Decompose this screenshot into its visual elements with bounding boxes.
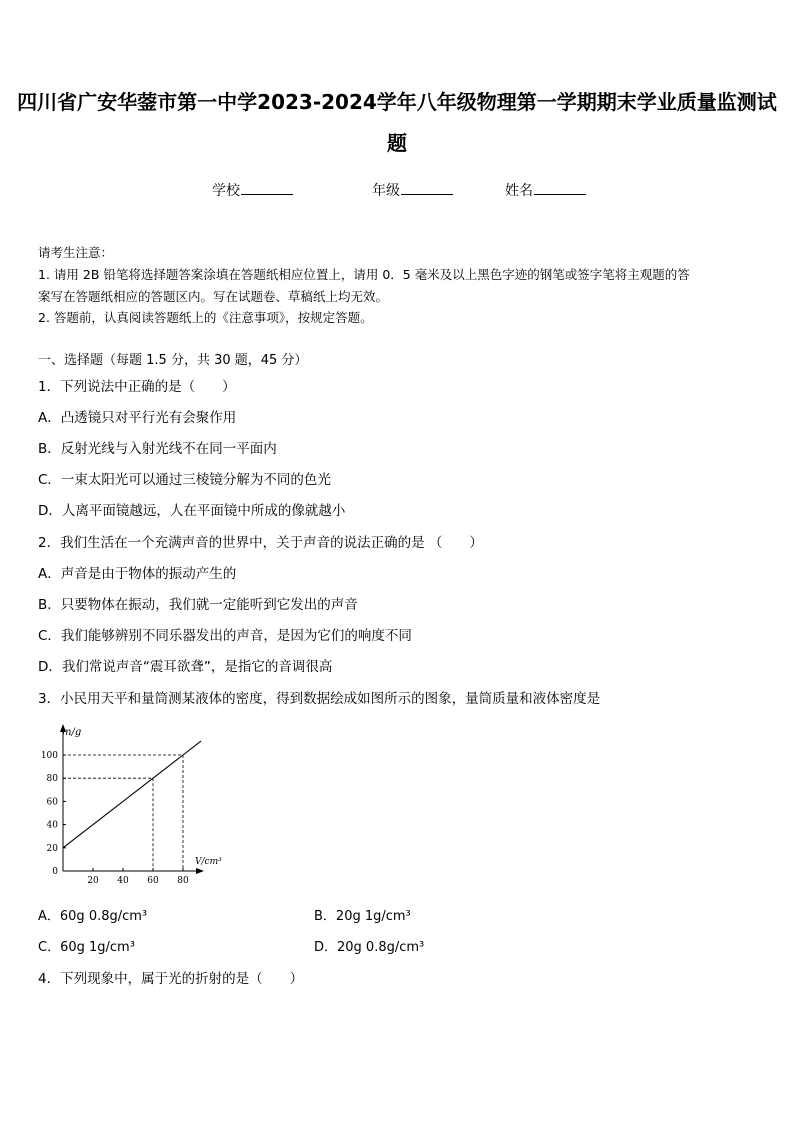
data-line <box>63 741 201 848</box>
section-title: 一、选择题（每题 1.5 分，共 30 题，45 分） <box>38 353 308 368</box>
name-field <box>505 180 586 200</box>
x-axis-arrow <box>196 868 204 874</box>
question-2-option-d[interactable]: D．我们常说声音“震耳欲聋”，是指它的音调很高 <box>38 659 333 675</box>
chart-series <box>63 741 201 848</box>
page-title: 四川省广安华蓥市第一中学2023-2024学年八年级物理第一学期期末学业质量监测试 <box>17 90 777 114</box>
question-3-option-d[interactable]: D．20g 0.8g/cm³ <box>314 940 425 955</box>
page-title-continued: 题 <box>387 131 407 155</box>
notice-title: 请考生注意： <box>38 245 114 260</box>
question-3-option-b[interactable]: B．20g 1g/cm³ <box>314 909 411 924</box>
x-tick-label: 60 <box>147 876 159 886</box>
school-label: 学校 <box>212 183 240 199</box>
y-tick-label: 20 <box>46 843 58 854</box>
notice-item-2: 2. 答题前，认真阅读答题纸上的《注意事项》，按规定答题。 <box>38 310 373 325</box>
grade-blank[interactable] <box>401 180 453 195</box>
y-tick-label: 40 <box>46 820 58 831</box>
question-4-stem: 4．下列现象中，属于光的折射的是（ ） <box>38 971 304 987</box>
question-1-option-a[interactable]: A．凸透镜只对平行光有会聚作用 <box>38 410 237 426</box>
school-field <box>212 180 293 200</box>
mass-volume-chart <box>30 718 230 888</box>
chart-axes <box>60 724 204 874</box>
name-blank[interactable] <box>534 180 586 195</box>
y-tick-label: 100 <box>40 751 58 761</box>
question-2-option-a[interactable]: A．声音是由于物体的振动产生的 <box>38 566 237 582</box>
question-2-option-c[interactable]: C．我们能够辨别不同乐器发出的声音，是因为它们的响度不同 <box>38 628 412 644</box>
question-2-option-b[interactable]: B．只要物体在振动，我们就一定能听到它发出的声音 <box>38 597 358 613</box>
question-3-stem: 3．小民用天平和量筒测某液体的密度，得到数据绘成如图所示的图象，量筒质量和液体密度是 <box>38 691 601 707</box>
x-axis-label: V/cm³ <box>195 857 222 867</box>
question-2-stem: 2．我们生活在一个充满声音的世界中，关于声音的说法正确的是 （ ） <box>38 535 483 551</box>
y-tick-label: 0 <box>52 867 58 877</box>
question-1-stem: 1．下列说法中正确的是（ ） <box>38 379 236 395</box>
name-label: 姓名 <box>505 183 533 199</box>
grade-field <box>372 180 453 200</box>
notice-item-1: 1. 请用 2B 铅笔将选择题答案涂填在答题纸相应位置上，请用 0．5 毫米及以上黑色字迹的钢笔或签字笔将主观题的答 <box>38 267 690 282</box>
notice-item-1-cont: 案写在答题纸相应的答题区内。写在试题卷、草稿纸上均无效。 <box>38 289 389 304</box>
x-tick-label: 40 <box>117 876 129 886</box>
y-tick-label: 60 <box>46 797 58 808</box>
x-tick-label: 80 <box>177 876 189 886</box>
chart-guides <box>63 755 183 871</box>
x-tick-label: 20 <box>87 876 99 886</box>
question-3-option-c[interactable]: C．60g 1g/cm³ <box>38 940 135 955</box>
school-blank[interactable] <box>241 180 293 195</box>
question-1-option-c[interactable]: C．一束太阳光可以通过三棱镜分解为不同的色光 <box>38 472 331 488</box>
grade-label: 年级 <box>372 183 400 199</box>
y-axis-label: m/g <box>62 727 82 738</box>
question-1-option-d[interactable]: D．人离平面镜越远，人在平面镜中所成的像就越小 <box>38 503 346 519</box>
y-tick-label: 80 <box>46 774 58 785</box>
question-1-option-b[interactable]: B．反射光线与入射光线不在同一平面内 <box>38 441 277 457</box>
question-3-option-a[interactable]: A．60g 0.8g/cm³ <box>38 909 148 924</box>
